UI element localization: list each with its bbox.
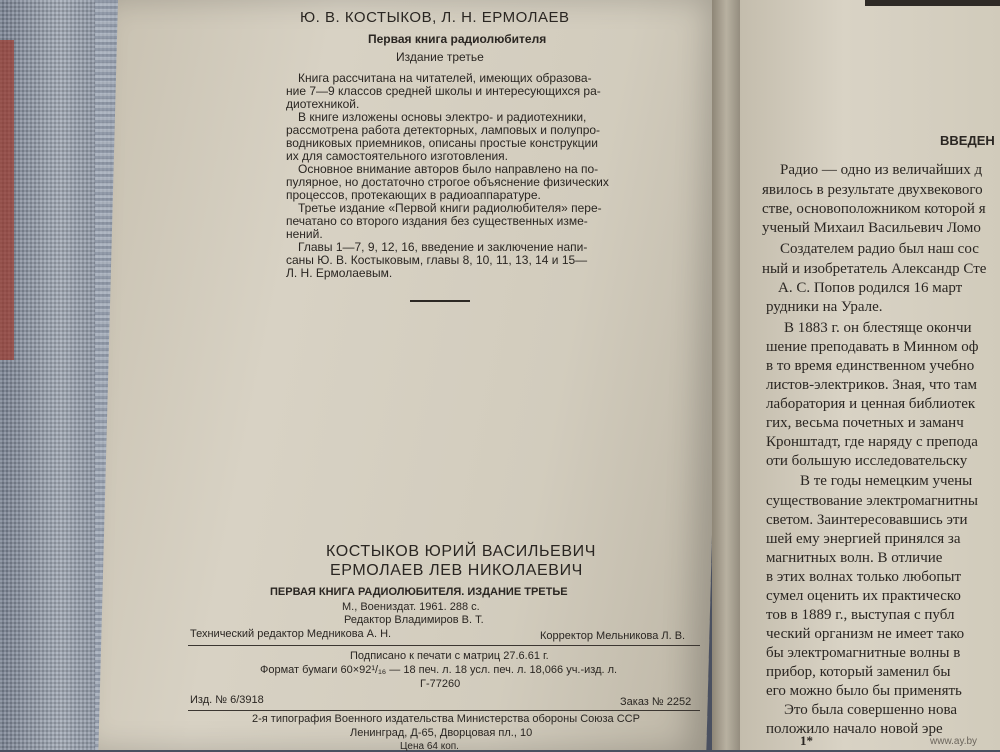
right-line: ческий организм не имеет тако	[766, 626, 965, 642]
right-line: стве, основоположником которой я	[762, 201, 986, 217]
right-line: ный и изобретатель Александр Сте	[762, 261, 987, 277]
right-line: листов-электриков. Зная, что там	[766, 377, 978, 393]
right-line: положило начало новой эре	[766, 721, 943, 737]
right-line: бы электромагнитные волны в	[766, 645, 961, 661]
right-line: Кронштадт, где наряду с препода	[766, 434, 978, 450]
abstract-line: Основное внимание авторов было направлено на по-	[298, 162, 599, 176]
imprint-signed: Подписано к печати с матриц 27.6.61 г.	[350, 650, 549, 662]
abstract-line: рассмотрена работа детекторных, ламповых и полупро-	[286, 123, 601, 137]
imprint-editor: Редактор Владимиров В. Т.	[344, 614, 484, 626]
right-line: А. С. Попов родился 16 март	[778, 280, 963, 296]
imprint-format: Формат бумаги 60×92¹/₁₆ — 18 печ. л. 18 усл. печ. л. 18,066 уч.-изд. л.	[260, 664, 618, 676]
book-title: Первая книга радиолюбителя	[368, 32, 547, 46]
right-line: его можно было бы применять	[766, 683, 962, 699]
right-heading: ВВЕДЕН	[940, 133, 995, 148]
abstract-line: процессов, протекающих в радиоаппаратуре.	[286, 188, 541, 202]
imprint-publisher: М., Воениздат. 1961. 288 с.	[342, 601, 480, 613]
abstract-line: их для самостоятельного изготовления.	[286, 149, 509, 163]
imprint-rule	[188, 645, 700, 646]
right-line: В 1883 г. он блестяще окончи	[784, 320, 972, 336]
right-line: сумел оценить их практическо	[766, 588, 961, 604]
right-line: Это была совершенно нова	[784, 702, 958, 718]
right-line: Радио — одно из величайших д	[780, 162, 983, 178]
background-fabric-strip	[0, 40, 14, 360]
right-line: тов в 1889 г., выступая с публ	[766, 607, 955, 623]
watermark: www.ay.by	[930, 736, 978, 747]
imprint-book-title: ПЕРВАЯ КНИГА РАДИОЛЮБИТЕЛЯ. ИЗДАНИЕ ТРЕТЬЕ	[270, 586, 568, 598]
abstract-line: Л. Н. Ермолаевым.	[286, 266, 393, 280]
abstract-line: пулярное, но достаточно строгое объяснение физических	[286, 175, 609, 189]
right-line: прибор, который заменил бы	[766, 664, 951, 680]
right-line: в то время единственном учебно	[766, 358, 975, 374]
abstract-line: Главы 1—7, 9, 12, 16, введение и заключение напи-	[298, 240, 588, 254]
imprint-tech-editor: Технический редактор Медникова А. Н.	[190, 628, 392, 640]
right-page-top-rule	[865, 0, 1000, 6]
abstract-line: В книге изложены основы электро- и радиотехники,	[298, 110, 587, 124]
imprint-izd: Изд. № 6/3918	[190, 694, 264, 706]
abstract-line: Книга рассчитана на читателей, имеющих образова-	[298, 71, 592, 85]
abstract-line: печатано со второго издания без существенных изме-	[286, 214, 588, 228]
imprint-corrector: Корректор Мельникова Л. В.	[540, 630, 686, 642]
right-line: светом. Заинтересовавшись эти	[766, 512, 968, 528]
authors-line: Ю. В. КОСТЫКОВ, Л. Н. ЕРМОЛАЕВ	[300, 9, 570, 26]
right-line: в этих волнах только любопыт	[766, 569, 962, 585]
right-line: существование электромагнитны	[766, 493, 979, 509]
section-divider	[410, 300, 470, 302]
abstract-line: водниковых приемников, описаны простые конструкции	[286, 136, 598, 150]
right-line: шение преподавать в Минном оф	[766, 339, 979, 355]
right-line: ученый Михаил Васильевич Ломо	[762, 220, 981, 236]
abstract-line: диотехникой.	[286, 97, 360, 111]
right-line: лаборатория и ценная библиотек	[766, 396, 976, 412]
imprint-author-2: ЕРМОЛАЕВ ЛЕВ НИКОЛАЕВИЧ	[330, 562, 583, 579]
page-signature-mark: 1*	[800, 733, 813, 748]
right-line: оти большую исследовательску	[766, 453, 968, 469]
edition-label: Издание третье	[396, 50, 484, 64]
right-line: явилось в результате двухвекового	[762, 182, 983, 198]
imprint-printer: 2-я типография Военного издательства Министерства обороны Союза ССР	[252, 713, 640, 725]
right-line: гих, весьма почетных и заманч	[766, 415, 964, 431]
abstract-line: нений.	[286, 227, 323, 241]
imprint-rule	[188, 710, 700, 711]
imprint-address: Ленинград, Д-65, Дворцовая пл., 10	[350, 727, 533, 739]
imprint-author-1: КОСТЫКОВ ЮРИЙ ВАСИЛЬЕВИЧ	[326, 543, 596, 560]
right-line: Создателем радио был наш сос	[780, 241, 979, 257]
abstract-line: ние 7—9 классов средней школы и интересующихся ра-	[286, 84, 601, 98]
imprint-code: Г-77260	[420, 678, 461, 690]
right-line: магнитных волн. В отличие	[766, 550, 943, 566]
right-line: шей ему энергией принялся за	[766, 531, 961, 547]
imprint-price: Цена 64 коп.	[400, 741, 459, 752]
imprint-order: Заказ № 2252	[620, 696, 692, 708]
right-line: В те годы немецким учены	[800, 473, 973, 489]
abstract-line: Третье издание «Первой книги радиолюбителя» пере-	[298, 201, 602, 215]
abstract-line: саны Ю. В. Костыковым, главы 8, 10, 11, 13, 14 и 15—	[286, 253, 588, 267]
right-line: рудники на Урале.	[766, 299, 883, 315]
